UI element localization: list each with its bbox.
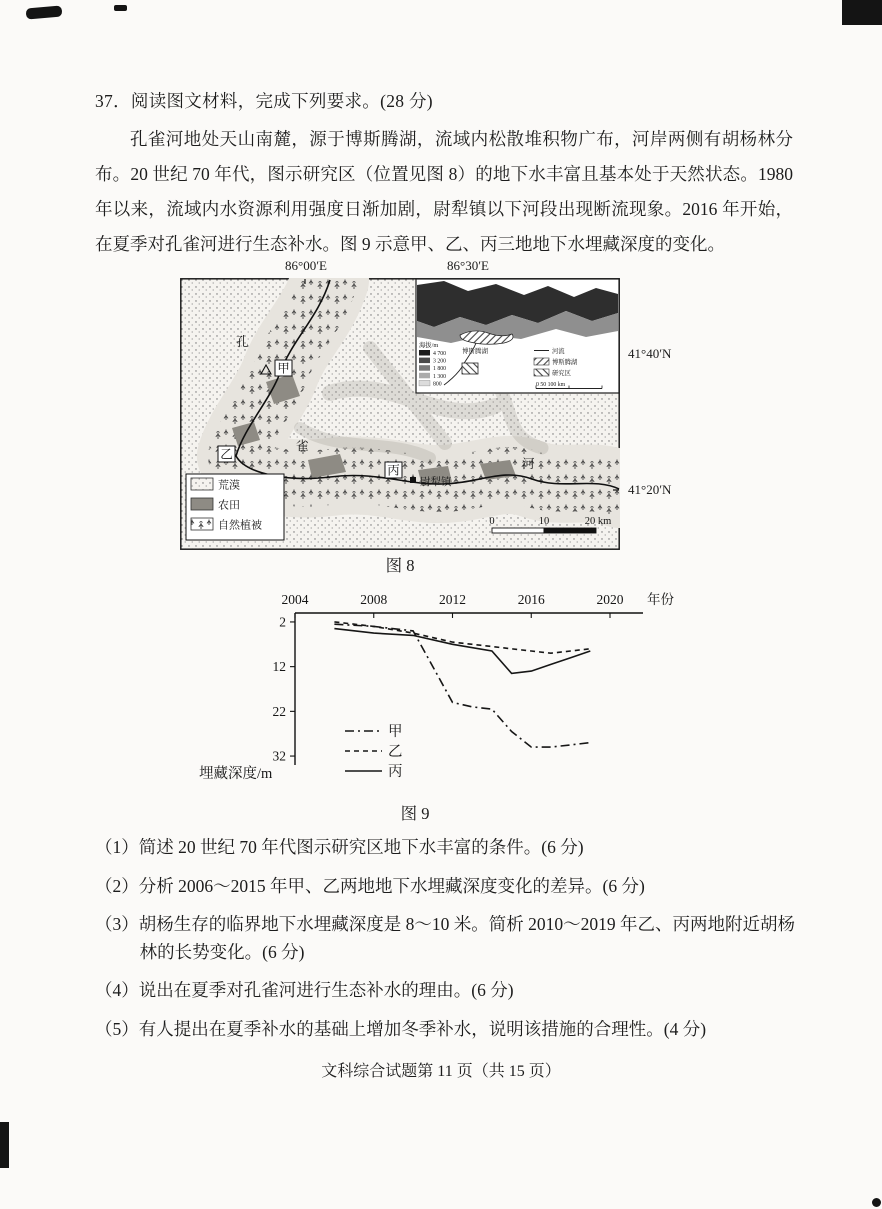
- question-4: （4）说出在夏季对孔雀河进行生态补水的理由。(6 分): [95, 980, 514, 1000]
- figure8-block: [180, 258, 765, 558]
- map-legend: [186, 474, 284, 540]
- svg-text:12: 12: [272, 659, 286, 675]
- svg-text:乙: 乙: [388, 744, 403, 760]
- svg-text:甲: 甲: [277, 361, 290, 376]
- river-label-he: 河: [522, 457, 535, 471]
- farmland-swatch: [191, 498, 213, 510]
- question-list: [95, 834, 801, 1054]
- svg-text:1 800: 1 800: [433, 366, 447, 373]
- longitude-label-left: 86°00′E: [285, 258, 327, 273]
- series-乙: [334, 622, 590, 653]
- y-axis-label: 埋藏深度/m: [199, 766, 273, 782]
- river-label-kong: 孔: [236, 335, 249, 349]
- page-footer: 文科综合试题第 11 页（共 15 页）: [321, 1063, 561, 1080]
- svg-text:10: 10: [538, 516, 550, 527]
- svg-text:1 300: 1 300: [433, 373, 447, 380]
- svg-text:800: 800: [433, 381, 442, 388]
- svg-text:2020: 2020: [596, 592, 624, 607]
- longitude-label-right: 86°30′E: [447, 258, 489, 273]
- figure8-caption: 图 8: [385, 556, 415, 575]
- svg-text:22: 22: [272, 703, 286, 719]
- series-丙: [334, 629, 590, 674]
- x-axis-label: 年份: [647, 592, 674, 607]
- figure9-chart: [195, 585, 695, 797]
- scan-artifact-bottom-right: [872, 1198, 881, 1207]
- figure9-block: [195, 585, 695, 797]
- inset-map: [416, 279, 619, 393]
- legend-desert-label: 荒漠: [218, 479, 240, 492]
- svg-text:2004: 2004: [281, 592, 309, 607]
- svg-text:尉犁镇: 尉犁镇: [420, 477, 452, 488]
- question-5: （5）有人提出在夏季补水的基础上增加冬季补水，说明该措施的合理性。(4 分): [95, 1018, 707, 1039]
- svg-text:2016: 2016: [517, 592, 545, 607]
- site-bing-marker: [385, 462, 402, 478]
- question-2: （2）分析 2006～2015 年甲、乙两地地下水埋藏深度变化的差异。(6 分): [95, 875, 645, 896]
- scan-artifact-top-left: [26, 5, 63, 19]
- passage-text: 孔雀河地处天山南麓，源于博斯腾湖，流域内松散堆积物广布，河岸两侧有胡杨林分布。20 世纪 70 年代，图示研究区（位置见图 8）的地下水丰富且基本处于天然状态。1980 年以来，流域内水资源利用强度日渐加剧，尉犁镇以下河段出现断流现象。2016 年开始，在夏季对孔雀河进行生态补水。图 9 示意甲、乙、丙三地地下水埋藏深度的变化。: [95, 129, 793, 254]
- svg-text:丙: 丙: [387, 463, 400, 478]
- legend-farmland-label: 农田: [218, 499, 240, 512]
- site-yi-marker: [218, 446, 235, 462]
- latitude-label-top: 41°40′N: [628, 346, 672, 361]
- svg-text:2: 2: [279, 614, 286, 630]
- river-label-que: 雀: [296, 439, 309, 453]
- svg-text:20 km: 20 km: [584, 516, 612, 527]
- question-heading: 37．阅读图文材料，完成下列要求。(28 分): [95, 91, 433, 111]
- legend-vegetation-label: 自然植被: [218, 519, 262, 532]
- svg-text:32: 32: [272, 748, 286, 764]
- svg-text:0: 0: [489, 516, 495, 527]
- vegetation-swatch: [191, 518, 213, 530]
- svg-text:丙: 丙: [388, 764, 403, 780]
- figure8-map: [180, 278, 620, 550]
- svg-text:4 700: 4 700: [433, 351, 447, 357]
- scan-artifact-top-right: [842, 0, 882, 25]
- svg-text:研究区: 研究区: [552, 370, 571, 377]
- svg-text:甲: 甲: [388, 724, 403, 740]
- question-3: （3）胡杨生存的临界地下水埋藏深度是 8～10 米。简析 2010～2019 年乙、丙两地附近胡杨林的长势变化。(6 分): [95, 914, 795, 962]
- study-area-box: [462, 363, 478, 374]
- svg-text:2008: 2008: [360, 592, 388, 607]
- scan-artifact-bottom-left: [0, 1122, 9, 1168]
- svg-text:乙: 乙: [220, 447, 233, 462]
- question-1: （1）简述 20 世纪 70 年代图示研究区地下水丰富的条件。(6 分): [95, 837, 584, 857]
- bosten-lake-label: 博斯腾湖: [462, 348, 488, 355]
- svg-text:2012: 2012: [439, 592, 466, 607]
- scan-artifact-top-left-2: [114, 5, 127, 11]
- desert-swatch: [191, 478, 213, 490]
- elevation-title: 海拔/m: [419, 342, 439, 349]
- svg-text:3 200: 3 200: [433, 358, 447, 365]
- svg-text:河流: 河流: [552, 348, 565, 355]
- latitude-label-bottom: 41°20′N: [628, 482, 672, 497]
- figure9-caption: 图 9: [400, 804, 430, 823]
- svg-text:0 50 100 km: 0 50 100 km: [536, 382, 566, 388]
- svg-text:博斯腾湖: 博斯腾湖: [552, 359, 578, 366]
